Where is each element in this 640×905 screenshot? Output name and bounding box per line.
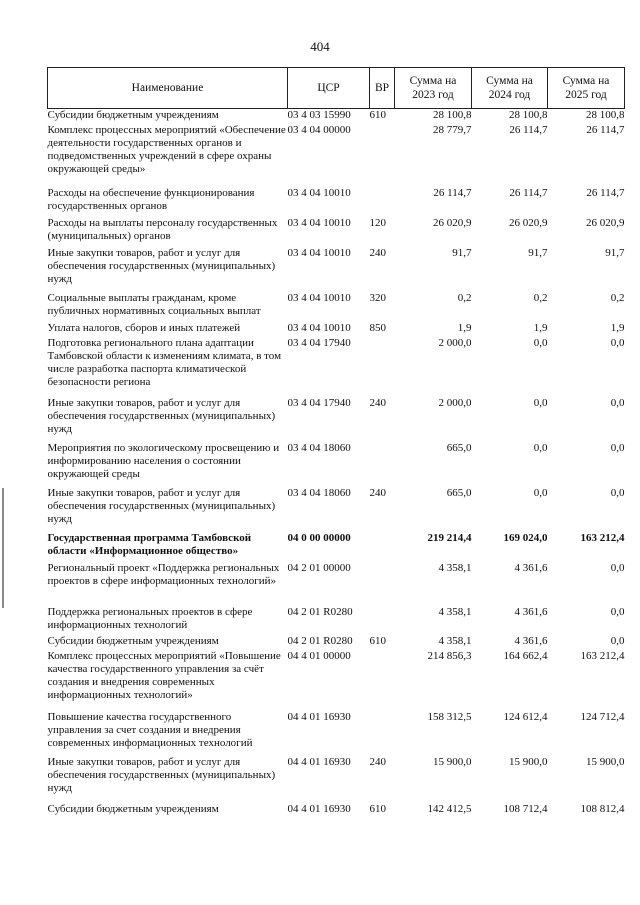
- row-sum-2023: 142 412,5: [427, 802, 472, 815]
- header-sum-2025: Сумма на 2025 год: [548, 68, 625, 109]
- row-name: Иные закупки товаров, работ и услуг для обеспечения государственных (муниципальных) нужд: [47, 246, 276, 285]
- row-csr: 04 2 01 R0280: [287, 634, 353, 647]
- row-name: Подготовка регионального плана адаптации Тамбовской области к изменениям климата, в том числе разработка паспорта климатической безопасности региона: [47, 336, 282, 388]
- row-csr: 04 4 01 00000: [287, 649, 351, 662]
- row-csr: 04 2 01 R0280: [287, 605, 353, 618]
- row-sum-2025: 124 712,4: [580, 710, 625, 723]
- row-vr: [370, 711, 395, 756]
- row-sum-2024: 4 361,6: [514, 561, 548, 574]
- row-csr: 03 4 04 18060: [287, 441, 351, 454]
- row-vr: [370, 442, 395, 487]
- row-sum-2023: 4 358,1: [438, 561, 472, 574]
- table-row: [48, 635, 625, 650]
- row-sum-2024: 26 114,7: [509, 123, 548, 136]
- row-sum-2023: 15 900,0: [433, 755, 472, 768]
- row-vr: 610: [369, 109, 386, 121]
- row-sum-2025: 1,9: [610, 321, 625, 334]
- row-sum-2025: 26 114,7: [586, 186, 625, 199]
- row-sum-2023: 665,0: [446, 441, 472, 454]
- table-row: [48, 532, 625, 562]
- budget-table: [47, 67, 625, 833]
- row-sum-2025: 15 900,0: [586, 755, 625, 768]
- row-name: Комплекс процессных мероприятий «Повышение качества государственного управления за счёт создания и внедрения современных информационных технологий»: [47, 649, 281, 701]
- row-sum-2024: 91,7: [528, 246, 548, 259]
- row-csr: 03 4 04 10010: [287, 246, 351, 259]
- row-sum-2023: 665,0: [446, 486, 472, 499]
- header-csr: ЦСР: [288, 68, 370, 109]
- row-csr: 03 4 04 10010: [287, 186, 351, 199]
- row-vr: [370, 606, 395, 635]
- row-sum-2024: 0,0: [533, 336, 548, 349]
- table-row: [48, 606, 625, 635]
- row-vr: 240: [369, 755, 386, 768]
- row-vr: 320: [369, 291, 386, 304]
- row-name: Субсидии бюджетным учреждениям: [47, 802, 219, 815]
- table-row: [48, 650, 625, 711]
- row-sum-2024: 0,0: [533, 441, 548, 454]
- row-name: Субсидии бюджетным учреждениям: [47, 634, 219, 647]
- table-row: [48, 124, 625, 187]
- row-name: Повышение качества государственного управления за счет создания и внедрения современных информационных технологий: [47, 710, 253, 749]
- scan-edge-mark: [2, 488, 4, 608]
- row-sum-2025: 26 020,9: [586, 216, 625, 229]
- header-vr: ВР: [370, 68, 395, 109]
- table-row: [48, 803, 625, 833]
- row-sum-2023: 158 312,5: [427, 710, 472, 723]
- row-name: Иные закупки товаров, работ и услуг для обеспечения государственных (муниципальных) нужд: [47, 486, 276, 525]
- table-row: [48, 247, 625, 292]
- row-sum-2025: 91,7: [605, 246, 625, 259]
- row-sum-2025: 0,0: [610, 441, 625, 454]
- row-name: Государственная программа Тамбовской области «Информационное общество»: [47, 531, 252, 557]
- row-sum-2025: 0,0: [610, 336, 625, 349]
- row-sum-2025: 0,0: [610, 561, 625, 574]
- row-vr: 240: [369, 486, 386, 499]
- table-row: [48, 487, 625, 532]
- row-sum-2025: 28 100,8: [586, 109, 625, 121]
- row-vr: 610: [369, 634, 386, 647]
- table-row: [48, 711, 625, 756]
- row-sum-2023: 26 114,7: [433, 186, 472, 199]
- row-csr: 03 4 04 10010: [287, 291, 351, 304]
- row-csr: 04 2 01 00000: [287, 561, 351, 574]
- row-name: Субсидии бюджетным учреждениям: [47, 109, 219, 121]
- row-name: Социальные выплаты гражданам, кроме публичных нормативных социальных выплат: [47, 291, 261, 317]
- table-row: [48, 217, 625, 247]
- header-sum-2024: Сумма на 2024 год: [472, 68, 548, 109]
- row-sum-2024: 26 114,7: [509, 186, 548, 199]
- row-name: Расходы на обеспечение функционирования государственных органов: [47, 186, 255, 212]
- row-sum-2023: 214 856,3: [427, 649, 472, 662]
- row-vr: 610: [369, 802, 386, 815]
- row-sum-2023: 2 000,0: [438, 336, 472, 349]
- row-sum-2024: 169 024,0: [503, 531, 548, 544]
- table-row: [48, 562, 625, 606]
- table-row: [48, 397, 625, 442]
- row-sum-2024: 0,0: [533, 396, 548, 409]
- table-header-row: [48, 68, 625, 109]
- row-sum-2023: 0,2: [457, 291, 472, 304]
- row-sum-2023: 28 779,7: [433, 123, 472, 136]
- row-sum-2023: 4 358,1: [438, 634, 472, 647]
- table-row: [48, 187, 625, 217]
- row-vr: 120: [369, 216, 386, 229]
- row-sum-2025: 108 812,4: [580, 802, 625, 815]
- page-number: 404: [310, 39, 330, 54]
- row-vr: [370, 187, 395, 217]
- row-sum-2025: 26 114,7: [586, 123, 625, 136]
- row-sum-2025: 0,0: [610, 396, 625, 409]
- row-csr: 03 4 04 17940: [287, 396, 351, 409]
- row-sum-2024: 26 020,9: [509, 216, 548, 229]
- row-sum-2024: 0,2: [533, 291, 548, 304]
- table-row: [48, 756, 625, 803]
- row-name: Комплекс процессных мероприятий «Обеспечение деятельности государственных органов и подведомственных учреждений в сфере охраны окружающей среды»: [47, 123, 286, 175]
- row-sum-2024: 4 361,6: [514, 605, 548, 618]
- row-sum-2025: 0,0: [610, 486, 625, 499]
- row-name: Уплата налогов, сборов и иных платежей: [47, 321, 241, 334]
- row-sum-2023: 91,7: [452, 246, 472, 259]
- row-sum-2024: 1,9: [533, 321, 548, 334]
- header-sum-2023: Сумма на 2023 год: [395, 68, 472, 109]
- row-csr: 04 4 01 16930: [287, 755, 351, 768]
- row-sum-2024: 108 712,4: [503, 802, 548, 815]
- row-sum-2024: 28 100,8: [509, 109, 548, 121]
- row-sum-2023: 219 214,4: [427, 531, 472, 544]
- row-vr: 240: [369, 246, 386, 259]
- row-name: Иные закупки товаров, работ и услуг для обеспечения государственных (муниципальных) нужд: [47, 755, 276, 794]
- row-sum-2025: 0,2: [610, 291, 625, 304]
- table-row: [48, 109, 625, 124]
- row-sum-2024: 4 361,6: [514, 634, 548, 647]
- row-sum-2025: 163 212,4: [580, 531, 625, 544]
- row-name: Мероприятия по экологическому просвещению и информированию населения о состоянии окружающей среды: [47, 441, 280, 480]
- row-csr: 04 4 01 16930: [287, 710, 351, 723]
- row-sum-2023: 1,9: [457, 321, 472, 334]
- row-csr: 04 4 01 16930: [287, 802, 351, 815]
- row-vr: 240: [369, 396, 386, 409]
- row-sum-2024: 164 662,4: [503, 649, 548, 662]
- table-row: [48, 337, 625, 397]
- row-vr: [370, 124, 395, 187]
- row-csr: 04 0 00 00000: [287, 531, 351, 544]
- table-row: [48, 322, 625, 337]
- row-name: Иные закупки товаров, работ и услуг для обеспечения государственных (муниципальных) нужд: [47, 396, 276, 435]
- row-csr: 03 4 03 15990: [287, 109, 351, 121]
- row-csr: 03 4 04 10010: [287, 321, 351, 334]
- row-vr: [370, 337, 395, 397]
- row-sum-2023: 4 358,1: [438, 605, 472, 618]
- row-name: Поддержка региональных проектов в сфере информационных технологий: [47, 605, 253, 631]
- row-csr: 03 4 04 18060: [287, 486, 351, 499]
- row-name: Региональный проект «Поддержка региональных проектов в сфере информационных технологий»: [47, 561, 280, 587]
- row-name: Расходы на выплаты персоналу государственных (муниципальных) органов: [47, 216, 278, 242]
- row-sum-2024: 124 612,4: [503, 710, 548, 723]
- table-row: [48, 292, 625, 322]
- row-sum-2023: 26 020,9: [433, 216, 472, 229]
- row-sum-2025: 0,0: [610, 634, 625, 647]
- row-sum-2024: 15 900,0: [509, 755, 548, 768]
- row-sum-2023: 28 100,8: [433, 109, 472, 121]
- header-name: Наименование: [48, 68, 288, 109]
- row-sum-2024: 0,0: [533, 486, 548, 499]
- row-vr: [370, 532, 395, 562]
- row-csr: 03 4 04 10010: [287, 216, 351, 229]
- row-vr: [370, 562, 395, 606]
- row-sum-2023: 2 000,0: [438, 396, 472, 409]
- row-sum-2025: 163 212,4: [580, 649, 625, 662]
- table-row: [48, 442, 625, 487]
- row-sum-2025: 0,0: [610, 605, 625, 618]
- row-vr: [370, 650, 395, 711]
- row-csr: 03 4 04 17940: [287, 336, 351, 349]
- row-csr: 03 4 04 00000: [287, 123, 351, 136]
- row-vr: 850: [369, 321, 386, 334]
